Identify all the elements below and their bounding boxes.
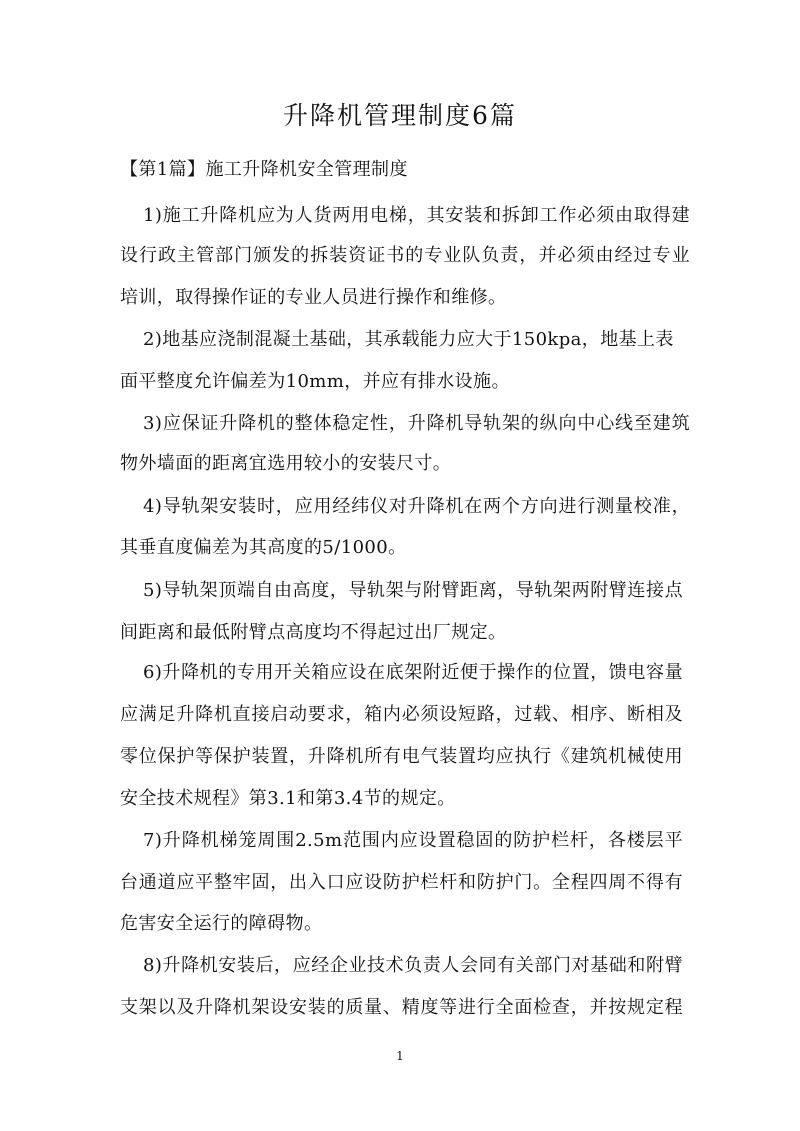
paragraph-line: 物外墙面的距离宜选用较小的安装尺寸。 (120, 453, 452, 474)
paragraph-line: 支架以及升降机架设安装的质量、精度等进行全面检查，并按规定程 (120, 997, 683, 1018)
paragraph-line: 8)升降机安装后，应经企业技术负责人会同有关部门对基础和附臂 (143, 955, 683, 976)
paragraph-line: 设行政主管部门颁发的拆装资证书的专业队负责，并必须由经过专业 (120, 245, 690, 266)
paragraph-line: 安全技术规程》第3.1和第3.4节的规定。 (120, 788, 456, 809)
paragraph-line: 应满足升降机直接启动要求，箱内必须设短路，过载、相序、断相及 (120, 704, 683, 725)
paragraph-line: 3)应保证升降机的整体稳定性，升降机导轨架的纵向中心线至建筑 (143, 413, 690, 434)
paragraph-line: 零位保护等保护装置，升降机所有电气装置均应执行《建筑机械使用 (120, 746, 683, 767)
paragraph-line: 7)升降机梯笼周围2.5m范围内应设置稳固的防护栏杆，各楼层平 (143, 830, 683, 851)
document-title: 升降机管理制度6篇 (283, 101, 517, 130)
paragraph-line: 5)导轨架顶端自由高度，导轨架与附臂距离，导轨架两附臂连接点 (143, 580, 683, 601)
paragraph-line: 2)地基应浇制混凝土基础，其承载能力应大于150kpa，地基上表 (143, 329, 674, 350)
paragraph-line: 4)导轨架安装时，应用经纬仪对升降机在两个方向进行测量校准， (143, 496, 690, 517)
paragraph-line: 培训，取得操作证的专业人员进行操作和维修。 (120, 287, 507, 308)
section-heading: 【第1篇】施工升降机安全管理制度 (120, 159, 408, 180)
paragraph-line: 其垂直度偏差为其高度的5/1000。 (120, 537, 407, 558)
paragraph-line: 6)升降机的专用开关箱应设在底架附近便于操作的位置，馈电容量 (143, 662, 683, 683)
paragraph-line: 1)施工升降机应为人货两用电梯，其安装和拆卸工作必须由取得建 (143, 205, 690, 226)
paragraph-line: 间距离和最低附臂点高度均不得起过出厂规定。 (120, 622, 507, 643)
page-number: 1 (396, 1049, 404, 1063)
paragraph-line: 台通道应平整牢固，出入口应设防护栏杆和防护门。全程四周不得有 (120, 872, 683, 893)
paragraph-line: 危害安全运行的障碍物。 (120, 913, 323, 934)
paragraph-line: 面平整度允许偏差为10mm，并应有排水设施。 (120, 371, 510, 392)
